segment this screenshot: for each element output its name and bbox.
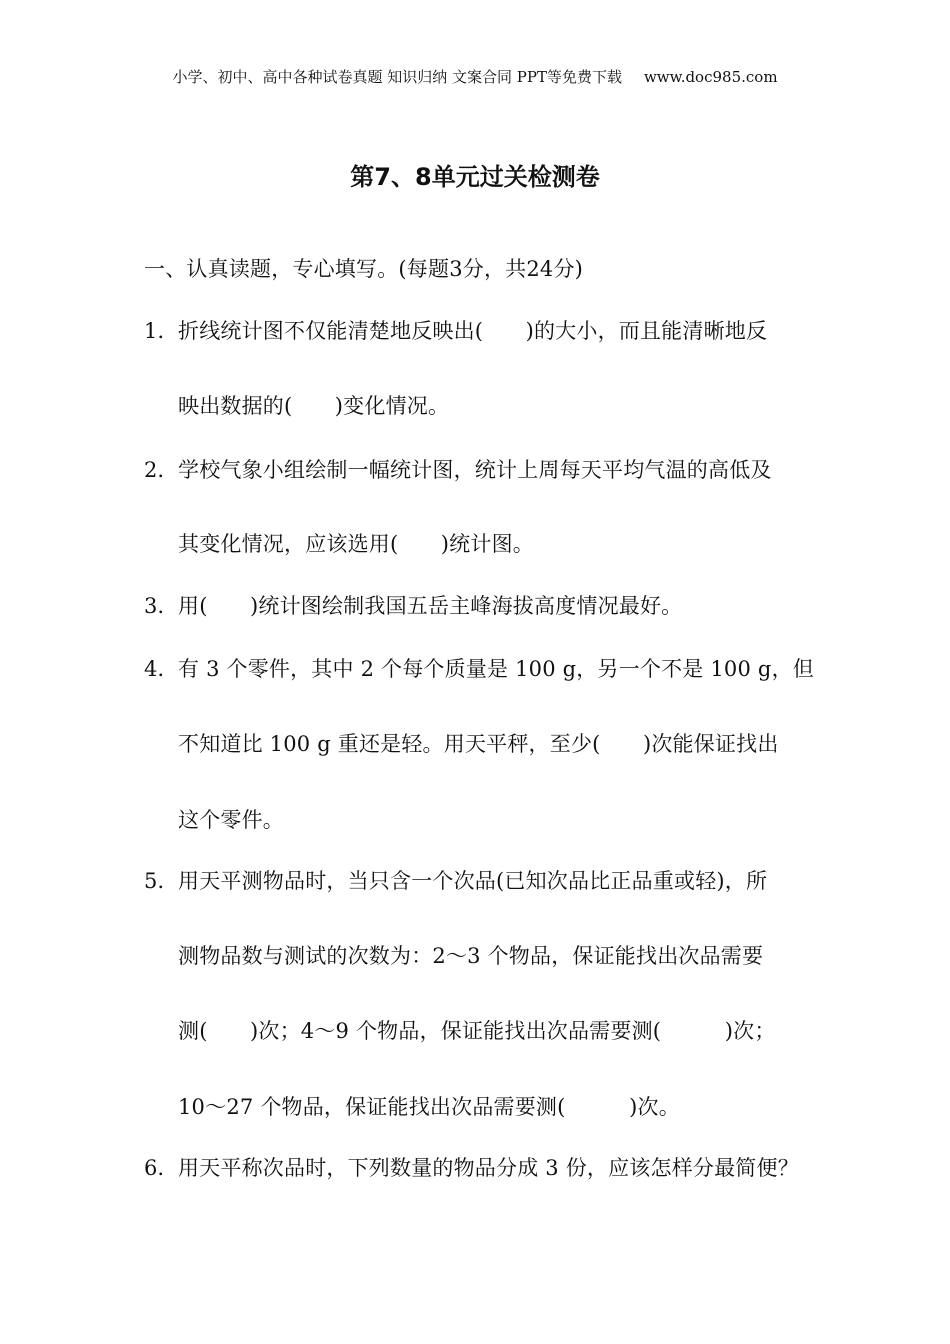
page-title: 第7、8单元过关检测卷 <box>350 163 600 191</box>
question-number: 1． <box>144 319 179 343</box>
question-4-line-1 <box>144 654 814 684</box>
question-2-line-1 <box>144 455 772 485</box>
question-number: 5． <box>144 869 179 893</box>
question-5-line-4: 10～27 个物品，保证能找出次品需要测( )次。 <box>178 1095 680 1119</box>
question-4-line-2: 不知道比 100 g 重还是轻。用天平秤，至少( )次能保证找出 <box>178 732 779 756</box>
question-number: 2． <box>144 458 179 482</box>
section-heading: 一、认真读题，专心填写。(每题3分，共24分) <box>144 257 584 281</box>
page-header <box>0 66 950 88</box>
question-5-line-1 <box>144 866 767 896</box>
question-text: 学校气象小组绘制一幅统计图，统计上周每天平均气温的高低及 <box>178 458 772 482</box>
question-text: 有 3 个零件，其中 2 个每个质量是 100 g，另一个不是 100 g，但 <box>178 657 814 681</box>
question-text: 用( )统计图绘制我国五岳主峰海拔高度情况最好。 <box>178 594 683 618</box>
question-number: 6． <box>144 1156 179 1180</box>
question-text: 用天平称次品时，下列数量的物品分成 3 份，应该怎样分最简便？ <box>178 1156 799 1180</box>
question-3-line-1 <box>144 591 682 621</box>
question-text: 用天平测物品时，当只含一个次品(已知次品比正品重或轻)，所 <box>178 869 768 893</box>
question-1-line-1 <box>144 316 767 346</box>
question-5-line-2: 测物品数与测试的次数为：2～3 个物品，保证能找出次品需要 <box>178 944 764 968</box>
question-4-line-3: 这个零件。 <box>178 808 284 832</box>
header-text: 小学、初中、高中各种试卷真题 知识归纳 文案合同 PPT等免费下载 <box>172 68 622 86</box>
question-6-line-1 <box>144 1153 799 1183</box>
question-5-line-3: 测( )次；4～9 个物品，保证能找出次品需要测( )次； <box>178 1019 776 1043</box>
question-1-line-2: 映出数据的( )变化情况。 <box>178 394 450 418</box>
question-text: 折线统计图不仅能清楚地反映出( )的大小，而且能清晰地反 <box>178 319 768 343</box>
question-number: 4． <box>144 657 179 681</box>
header-url[interactable]: www.doc985.com <box>643 68 778 86</box>
question-number: 3． <box>144 594 179 618</box>
question-2-line-2: 其变化情况，应该选用( )统计图。 <box>178 532 534 556</box>
